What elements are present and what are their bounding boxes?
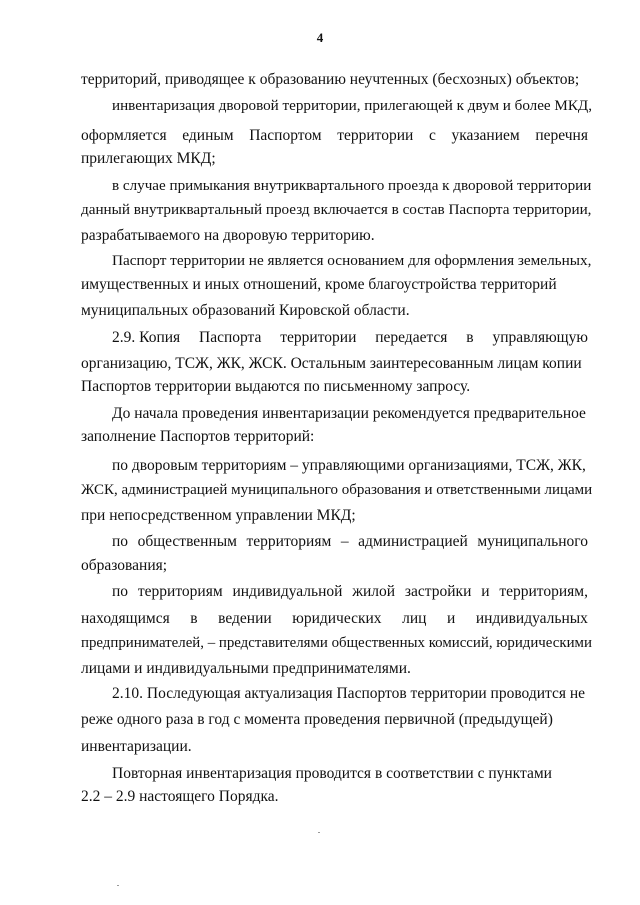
word: в: [190, 610, 198, 627]
word: территории: [337, 127, 414, 144]
word: территории: [280, 329, 357, 346]
word: перечня: [535, 127, 588, 144]
word: и: [481, 583, 490, 600]
paragraph-4-line-1: Паспорт территории не является основанием для оформления земельных,: [112, 252, 592, 269]
word: территориям: [137, 583, 223, 600]
scan-speck: [318, 832, 320, 833]
word: по: [112, 533, 129, 550]
word: –: [340, 533, 349, 550]
word: передается: [375, 329, 448, 346]
paragraph-2-line-3: прилегающих МКД;: [81, 150, 216, 167]
paragraph-9-line-4: лицами и индивидуальными предпринимателями.: [81, 660, 411, 677]
word: индивидуальной: [232, 583, 343, 600]
paragraph-6-line-2: заполнение Паспортов территорий:: [81, 428, 315, 445]
word: находящимся: [81, 610, 170, 627]
word: застройки: [404, 583, 472, 600]
paragraph-9-line-2: [81, 609, 588, 629]
word: индивидуальных: [475, 610, 588, 627]
word: в: [466, 329, 474, 346]
paragraph-10-line-3: инвентаризации.: [81, 738, 192, 755]
paragraph-10-line-2: реже одного раза в год с момента проведения первичной (предыдущей): [81, 711, 553, 728]
word: территориям,: [499, 583, 588, 600]
word: жилой: [352, 583, 396, 600]
word: Паспорта: [199, 329, 262, 346]
paragraph-7-line-3: при непосредственном управлении МКД;: [81, 507, 356, 524]
word: с: [428, 127, 436, 144]
word: по: [112, 583, 129, 600]
word: указанием: [451, 127, 520, 144]
word: и: [446, 610, 456, 627]
paragraph-7-line-1: по дворовым территориям – управляющими организациями, ТСЖ, ЖК,: [112, 457, 586, 474]
paragraph-5-line-3: Паспортов территории выдаются по письменному запросу.: [81, 378, 471, 395]
paragraph-3-line-3: разрабатываемого на дворовую территорию.: [81, 227, 375, 244]
paragraph-2-line-1: инвентаризация дворовой территории, прилегающей к двум и более МКД,: [112, 98, 593, 114]
paragraph-1-line-1: территорий, приводящее к образованию неучтенных (бесхозных) объектов;: [81, 71, 580, 88]
word: администрацией: [358, 533, 468, 550]
paragraph-5-line-2: организацию, ТСЖ, ЖК, ЖСК. Остальным заинтересованным лицам копии: [81, 355, 582, 372]
word: общественным: [137, 533, 237, 550]
scan-speck: [117, 885, 119, 886]
word: лиц: [402, 610, 427, 627]
paragraph-4-line-2: имущественных и иных отношений, кроме благоустройства территорий: [81, 276, 557, 293]
paragraph-10-line-1: 2.10. Последующая актуализация Паспортов территории проводится не: [112, 685, 586, 702]
paragraph-3-line-2: данный внутриквартальный проезд включается в состав Паспорта территории,: [81, 201, 592, 218]
paragraph-2-line-2: [81, 126, 588, 146]
paragraph-4-line-3: муниципальных образований Кировской области.: [81, 302, 410, 319]
page-number: 4: [316, 30, 324, 45]
paragraph-9-line-3: предпринимателей, – представителями общественных комиссий, юридическими: [81, 635, 592, 651]
paragraph-5-line-1: [112, 328, 588, 348]
paragraph-11-line-1: Повторная инвентаризация проводится в соответствии с пунктами: [112, 765, 552, 782]
word: 2.9. Копия: [112, 329, 181, 346]
word: муниципального: [477, 533, 588, 550]
paragraph-11-line-2: 2.2 – 2.9 настоящего Порядка.: [81, 788, 279, 805]
paragraph-9-line-1: [112, 582, 588, 602]
word: Паспортом: [249, 127, 322, 144]
word: оформляется: [81, 127, 167, 144]
paragraph-6-line-1: До начала проведения инвентаризации рекомендуется предварительное: [112, 405, 586, 422]
word: юридических: [292, 610, 382, 627]
paragraph-8-line-2: образования;: [81, 557, 168, 574]
word: управляющую: [492, 329, 588, 346]
paragraph-7-line-2: ЖСК, администрацией муниципального образования и ответственными лицами: [81, 482, 593, 498]
word: ведении: [218, 610, 272, 627]
paragraph-8-line-1: [112, 532, 588, 552]
word: единым: [182, 127, 234, 144]
word: территориям: [246, 533, 332, 550]
paragraph-3-line-1: в случае примыкания внутриквартального проезда к дворовой территории: [112, 178, 592, 194]
